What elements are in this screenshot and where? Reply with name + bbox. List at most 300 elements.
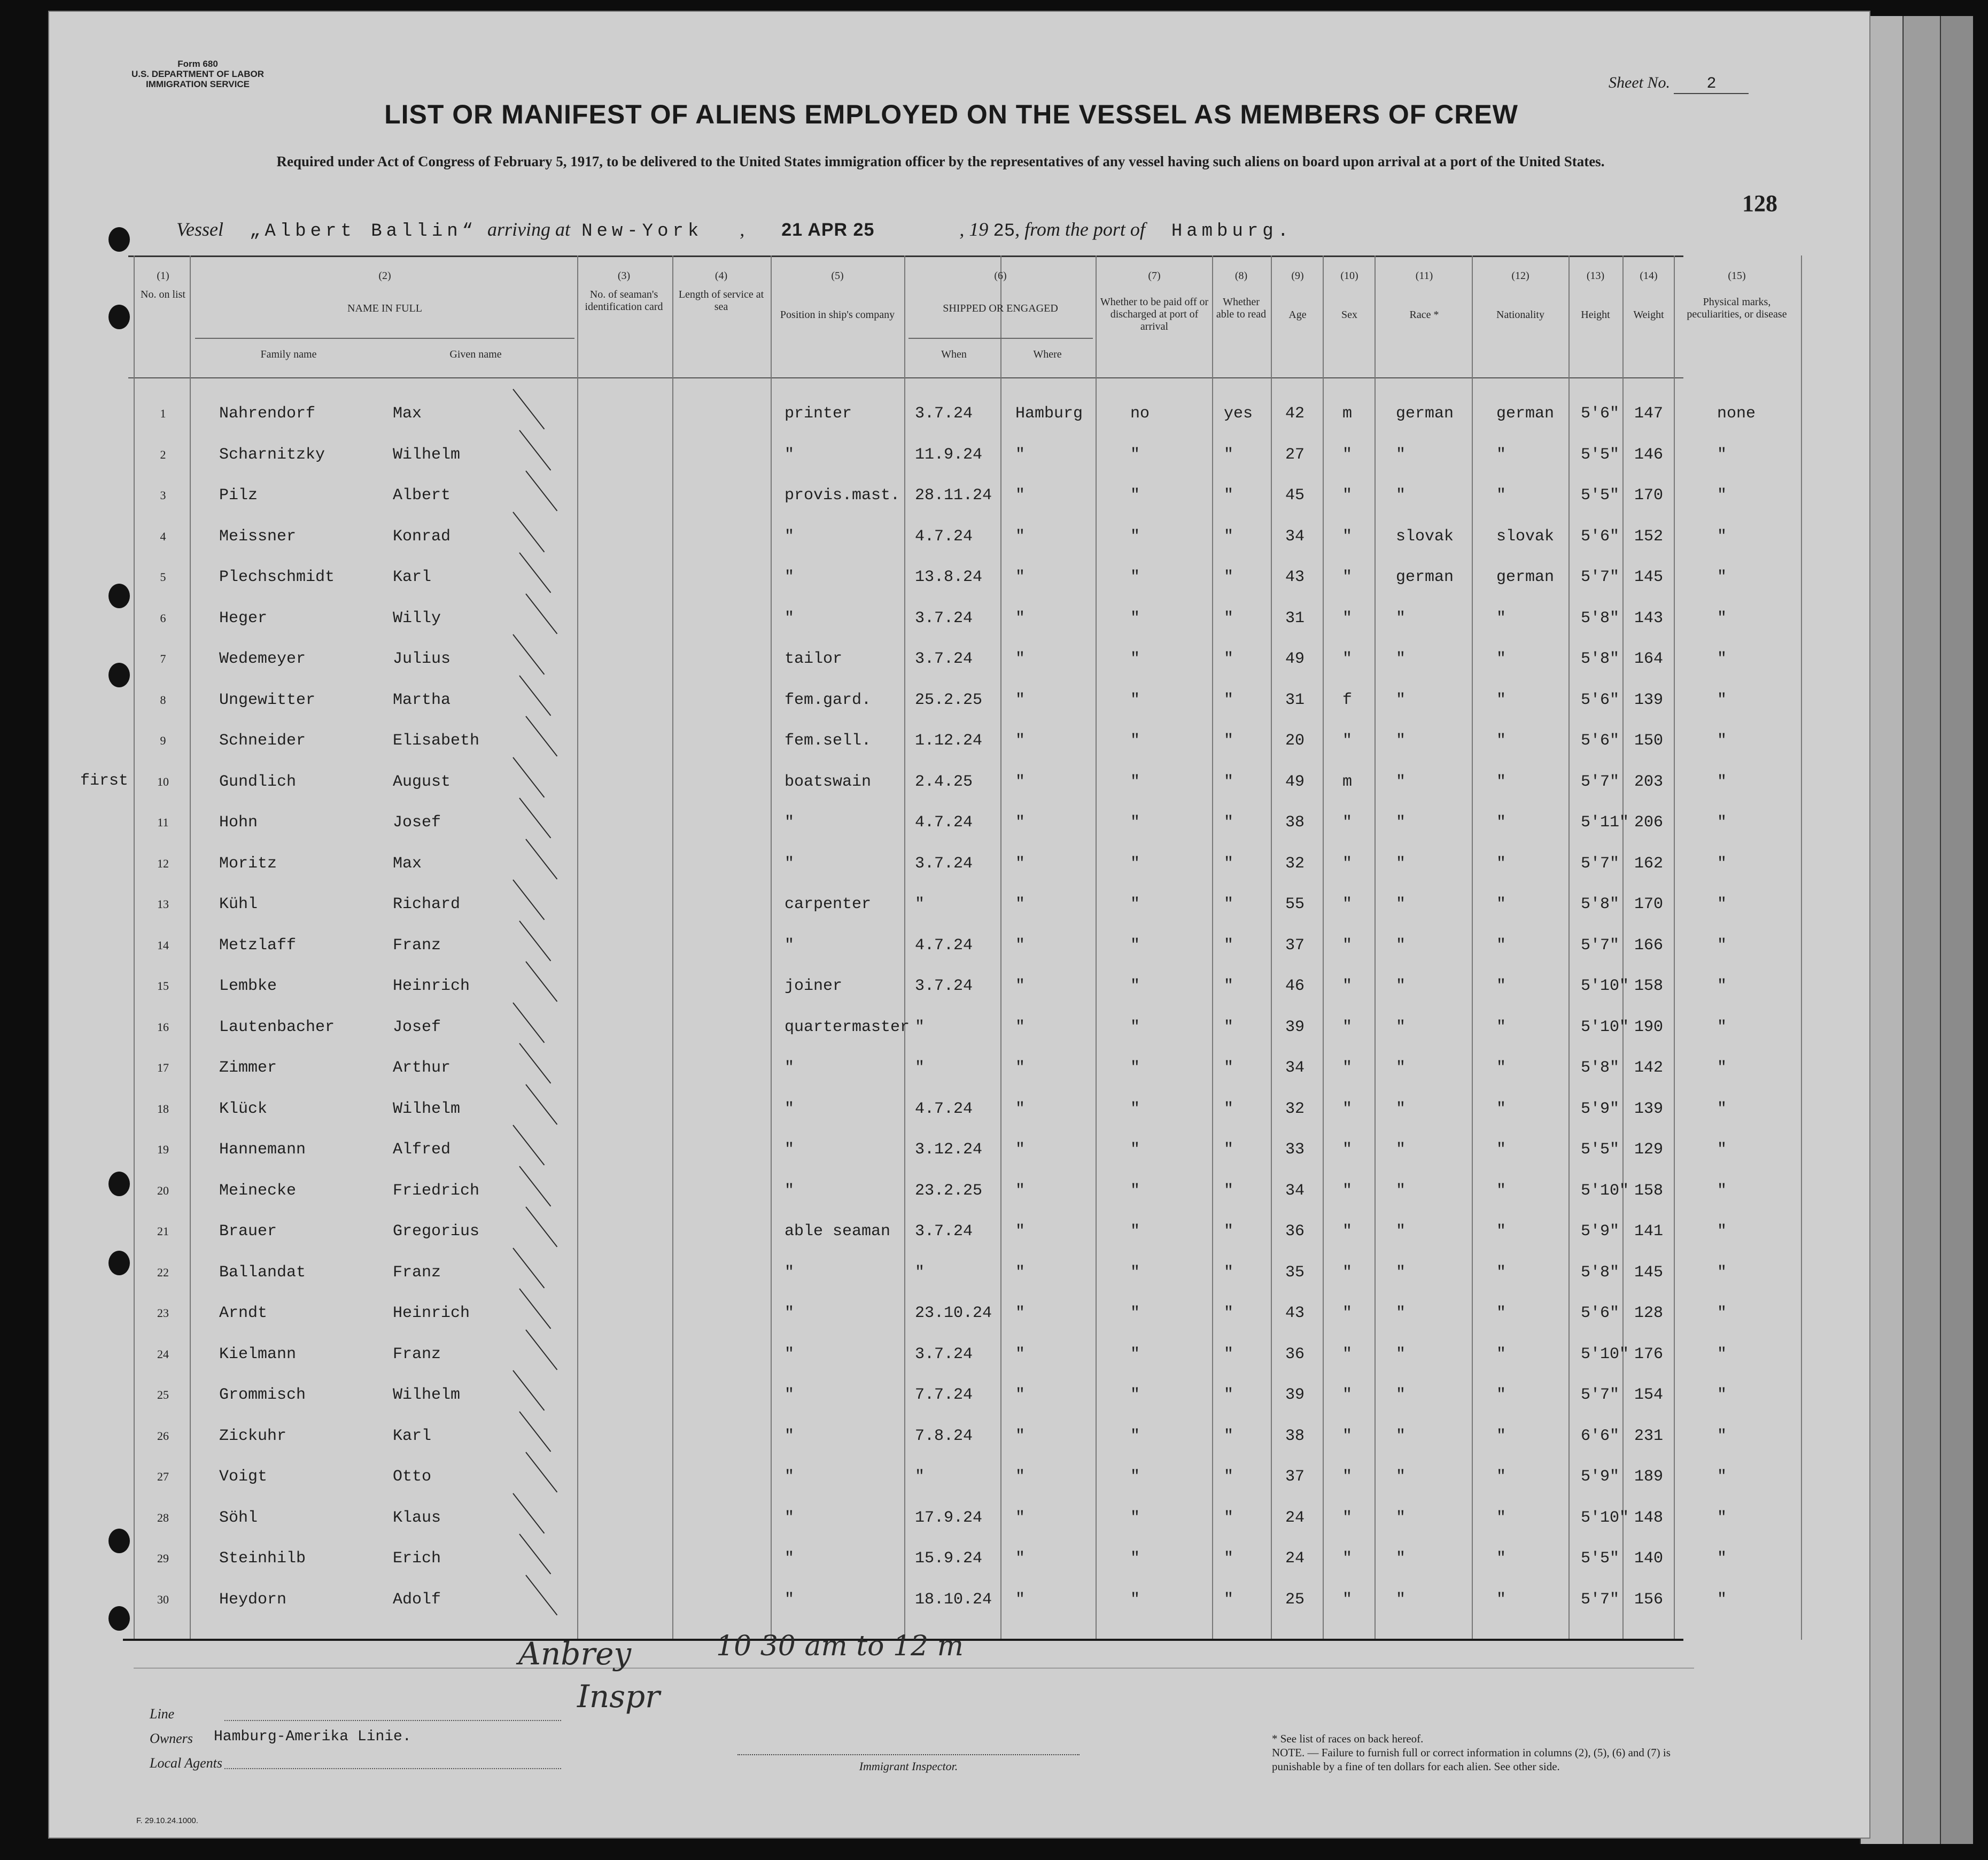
cell-race: " (1396, 772, 1406, 791)
cell-position: fem.sell. (785, 732, 872, 750)
sheet-number (1609, 74, 1749, 94)
cell-when: 3.7.24 (915, 405, 973, 423)
cell-weight: 139 (1634, 691, 1664, 709)
row-number: 2 (160, 447, 166, 461)
handwritten-title: Inspr (577, 1678, 660, 1715)
footer-note (1272, 1732, 1699, 1773)
cell-weight: 148 (1634, 1508, 1664, 1527)
cell-age: 25 (1285, 1590, 1305, 1609)
cell-position: " (785, 1099, 795, 1118)
cell-weight: 206 (1634, 813, 1664, 832)
col-race-header: (11) Race * (1409, 270, 1439, 321)
cell-marks: " (1717, 936, 1727, 955)
binder-hole (108, 1172, 130, 1196)
cell-position: " (785, 1059, 795, 1077)
cell-where: " (1015, 1345, 1026, 1363)
cell-when: 3.12.24 (915, 1141, 983, 1159)
cell-height: 5'6" (1581, 405, 1620, 423)
given-name-header: Given name (449, 348, 502, 360)
cell-sex: " (1342, 1222, 1353, 1241)
column-rule (672, 255, 673, 1640)
cell-age: 42 (1285, 405, 1305, 423)
cell-marks: " (1717, 691, 1727, 709)
cell-weight: 170 (1634, 895, 1664, 913)
cell-where: " (1015, 568, 1026, 586)
cell-race: " (1396, 650, 1406, 668)
cell-height: 5'10" (1581, 977, 1629, 995)
cell-position: printer (785, 405, 852, 423)
cell-read: " (1224, 895, 1234, 913)
cell-given: Franz (393, 1263, 441, 1282)
cell-weight: 143 (1634, 609, 1664, 627)
cell-position: tailor (785, 650, 843, 668)
cell-sex: " (1342, 1590, 1353, 1609)
cell-nationality: " (1496, 1468, 1506, 1486)
cell-nationality: german (1496, 568, 1555, 586)
footer-rule (134, 1668, 1694, 1669)
col-service-header: (4) Length of service at sea (678, 270, 764, 313)
cell-height: 5'8" (1581, 895, 1620, 913)
cell-age: 33 (1285, 1141, 1305, 1159)
cell-when: 4.7.24 (915, 813, 973, 832)
cell-when: 23.10.24 (915, 1304, 992, 1322)
cell-when: 4.7.24 (915, 527, 973, 546)
from-label: from the port of (1024, 219, 1145, 240)
col-no-header: (1) No. on list (141, 270, 185, 300)
cell-marks: " (1717, 1222, 1727, 1241)
cell-height: 5'7" (1581, 772, 1620, 791)
cell-sex: " (1342, 1099, 1353, 1118)
column-rule (1096, 255, 1097, 1640)
cell-given: Gregorius (393, 1222, 480, 1241)
cell-height: 5'5" (1581, 486, 1620, 505)
cell-age: 43 (1285, 1304, 1305, 1322)
col-name-header: (2) NAME IN FULL (347, 270, 422, 314)
cell-position: joiner (785, 977, 843, 995)
column-rule (1374, 255, 1376, 1640)
cell-sex: " (1342, 1468, 1353, 1486)
cell-race: slovak (1396, 527, 1454, 546)
table-top-rule (128, 255, 1683, 257)
row-number: 26 (157, 1429, 169, 1443)
races-note: * See list of races on back hereof. (1272, 1732, 1424, 1745)
column-rule (1674, 255, 1675, 1640)
cell-nationality: " (1496, 936, 1506, 955)
cell-when: 25.2.25 (915, 691, 983, 709)
cell-paid: " (1130, 772, 1140, 791)
cell-marks: " (1717, 1181, 1727, 1200)
cell-weight: 154 (1634, 1386, 1664, 1404)
cell-height: 5'9" (1581, 1468, 1620, 1486)
cell-sex: " (1342, 609, 1353, 627)
cell-position: " (785, 1468, 795, 1486)
column-rule (1568, 255, 1570, 1640)
cell-when: 2.4.25 (915, 772, 973, 791)
col-age-header: (9) Age (1288, 270, 1307, 321)
vessel-line: Vessel „Albert Ballin“ arriving at New-York , 21 APR 25 , 19 25, from the port of Hamburg. (176, 219, 1293, 242)
cell-height: 5'5" (1581, 445, 1620, 464)
page-number: 128 (1742, 190, 1777, 216)
row-number: 17 (157, 1061, 169, 1074)
cell-family: Kielmann (219, 1345, 297, 1363)
cell-nationality: " (1496, 1386, 1506, 1404)
cell-read: " (1224, 854, 1234, 873)
cell-read: " (1224, 1222, 1234, 1241)
row-number: 8 (160, 693, 166, 707)
cell-marks: " (1717, 486, 1727, 505)
cell-family: Hannemann (219, 1141, 306, 1159)
cell-nationality: " (1496, 1549, 1506, 1568)
column-rule (577, 255, 578, 1640)
cell-marks: " (1717, 1141, 1727, 1159)
cell-race: " (1396, 1590, 1406, 1609)
cell-when: 7.8.24 (915, 1427, 973, 1445)
cell-height: 5'9" (1581, 1099, 1620, 1118)
cell-weight: 166 (1634, 936, 1664, 955)
cell-read: " (1224, 1059, 1234, 1077)
cell-marks: " (1717, 445, 1727, 464)
cell-age: 35 (1285, 1263, 1305, 1282)
cell-height: 5'7" (1581, 1590, 1620, 1609)
when-header: When (941, 348, 967, 360)
line-field (224, 1720, 561, 1721)
cell-marks: " (1717, 1018, 1727, 1036)
cell-paid: " (1130, 1181, 1140, 1200)
cell-weight: 150 (1634, 732, 1664, 750)
cell-given: Albert (393, 486, 451, 505)
cell-paid: no (1130, 405, 1150, 423)
cell-height: 5'5" (1581, 1141, 1620, 1159)
cell-nationality: german (1496, 405, 1555, 423)
department-name: U.S. DEPARTMENT OF LABOR (131, 69, 265, 79)
cell-marks: " (1717, 1590, 1727, 1609)
cell-paid: " (1130, 854, 1140, 873)
cell-weight: 190 (1634, 1018, 1664, 1036)
cell-where: " (1015, 1468, 1026, 1486)
cell-age: 32 (1285, 1099, 1305, 1118)
shipped-subrule (908, 338, 1093, 339)
cell-paid: " (1130, 1141, 1140, 1159)
cell-position: " (785, 854, 795, 873)
cell-marks: " (1717, 1304, 1727, 1322)
cell-position: " (785, 609, 795, 627)
cell-height: 5'7" (1581, 854, 1620, 873)
cell-family: Wedemeyer (219, 650, 306, 668)
cell-nationality: " (1496, 1181, 1506, 1200)
cell-sex: m (1342, 772, 1353, 791)
cell-sex: " (1342, 1059, 1353, 1077)
cell-sex: " (1342, 568, 1353, 586)
col-sex-header: (10) Sex (1340, 270, 1358, 321)
col-id-card-header: (3) No. of seaman's identification card (585, 270, 663, 313)
cell-family: Söhl (219, 1508, 258, 1527)
cell-nationality: " (1496, 1590, 1506, 1609)
cell-position: " (785, 1549, 795, 1568)
cell-paid: " (1130, 1590, 1140, 1609)
cell-nationality: " (1496, 895, 1506, 913)
cell-family: Metzlaff (219, 936, 297, 955)
col-height-header: (13) Height (1581, 270, 1610, 321)
cell-when: " (915, 1059, 925, 1077)
port-of-departure: Hamburg. (1171, 221, 1293, 242)
column-rule (771, 255, 772, 1640)
cell-weight: 142 (1634, 1059, 1664, 1077)
cell-where: " (1015, 813, 1026, 832)
vessel-label: Vessel (176, 219, 223, 240)
cell-age: 37 (1285, 1468, 1305, 1486)
owners-label: Owners (150, 1731, 193, 1746)
cell-read: " (1224, 732, 1234, 750)
column-rule (1622, 255, 1624, 1640)
cell-paid: " (1130, 527, 1140, 546)
cell-height: 5'5" (1581, 1549, 1620, 1568)
cell-when: 3.7.24 (915, 609, 973, 627)
cell-read: " (1224, 1549, 1234, 1568)
cell-where: " (1015, 1099, 1026, 1118)
sheet-label: Sheet No. (1609, 74, 1670, 91)
cell-marks: " (1717, 895, 1727, 913)
cell-race: " (1396, 732, 1406, 750)
cell-height: 5'8" (1581, 609, 1620, 627)
cell-race: " (1396, 691, 1406, 709)
cell-race: " (1396, 854, 1406, 873)
row-number: 7 (160, 652, 166, 665)
cell-age: 45 (1285, 486, 1305, 505)
cell-when: 11.9.24 (915, 445, 983, 464)
cell-nationality: " (1496, 1099, 1506, 1118)
cell-read: " (1224, 936, 1234, 955)
column-rule (1000, 255, 1001, 1640)
cell-read: " (1224, 1508, 1234, 1527)
cell-height: 5'6" (1581, 527, 1620, 546)
owners-value: Hamburg-Amerika Linie. (214, 1729, 411, 1745)
cell-race: " (1396, 1345, 1406, 1363)
cell-nationality: " (1496, 1059, 1506, 1077)
cell-weight: 152 (1634, 527, 1664, 546)
cell-weight: 140 (1634, 1549, 1664, 1568)
cell-position: carpenter (785, 895, 872, 913)
penalty-note: NOTE. — Failure to furnish full or correct information in columns (2), (5), (6) and (7) is punishable by a fine of ten dollars for each alien. See other side. (1272, 1746, 1671, 1773)
row-number: 20 (157, 1183, 169, 1197)
col-read-header: (8) Whether able to read (1216, 270, 1267, 320)
cell-race: " (1396, 895, 1406, 913)
row-number: 25 (157, 1388, 169, 1401)
cell-age: 38 (1285, 1427, 1305, 1445)
cell-family: Zickuhr (219, 1427, 287, 1445)
cell-height: 5'10" (1581, 1018, 1629, 1036)
cell-where: " (1015, 1181, 1026, 1200)
cell-given: Adolf (393, 1590, 441, 1609)
binder-hole (108, 663, 130, 687)
col-nationality-header: (12) Nationality (1496, 270, 1544, 321)
cell-when: 23.2.25 (915, 1181, 983, 1200)
row-number: 11 (157, 816, 169, 829)
cell-age: 34 (1285, 1181, 1305, 1200)
cell-nationality: " (1496, 772, 1506, 791)
cell-age: 20 (1285, 732, 1305, 750)
cell-nationality: " (1496, 650, 1506, 668)
cell-sex: " (1342, 813, 1353, 832)
cell-given: Heinrich (393, 1304, 470, 1322)
cell-weight: 145 (1634, 1263, 1664, 1282)
cell-nationality: " (1496, 445, 1506, 464)
cell-paid: " (1130, 977, 1140, 995)
cell-where: " (1015, 1508, 1026, 1527)
cell-weight: 146 (1634, 445, 1664, 464)
cell-nationality: " (1496, 691, 1506, 709)
arriving-label: arriving at (487, 219, 571, 240)
column-rule (1271, 255, 1272, 1640)
cell-sex: " (1342, 1508, 1353, 1527)
cell-family: Lembke (219, 977, 277, 995)
cell-position: " (785, 527, 795, 546)
local-agents-label: Local Agents (150, 1755, 223, 1771)
page-title: LIST OR MANIFEST OF ALIENS EMPLOYED ON THE VESSEL AS MEMBERS OF CREW (384, 99, 1518, 129)
cell-where: " (1015, 609, 1026, 627)
cell-sex: " (1342, 1018, 1353, 1036)
row-number: 18 (157, 1102, 169, 1115)
cell-sex: " (1342, 650, 1353, 668)
cell-race: " (1396, 445, 1406, 464)
cell-nationality: " (1496, 1141, 1506, 1159)
cell-sex: " (1342, 1345, 1353, 1363)
cell-where: " (1015, 895, 1026, 913)
cell-nationality: " (1496, 1263, 1506, 1282)
header-bottom-rule (128, 377, 1683, 378)
cell-weight: 139 (1634, 1099, 1664, 1118)
cell-race: german (1396, 405, 1454, 423)
cell-family: Hohn (219, 813, 258, 832)
cell-where: " (1015, 1222, 1026, 1241)
cell-family: Steinhilb (219, 1549, 306, 1568)
cell-sex: " (1342, 527, 1353, 546)
cell-race: " (1396, 1263, 1406, 1282)
cell-position: boatswain (785, 772, 872, 791)
row-number: 4 (160, 529, 166, 543)
cell-weight: 231 (1634, 1427, 1664, 1445)
cell-paid: " (1130, 1508, 1140, 1527)
cell-sex: " (1342, 1141, 1353, 1159)
cell-when: 13.8.24 (915, 568, 983, 586)
cell-position: " (785, 568, 795, 586)
page-edge (1940, 16, 1973, 1844)
cell-paid: " (1130, 895, 1140, 913)
cell-marks: " (1717, 1549, 1727, 1568)
cell-when: 3.7.24 (915, 650, 973, 668)
column-rule (1472, 255, 1473, 1640)
cell-weight: 128 (1634, 1304, 1664, 1322)
cell-paid: " (1130, 486, 1140, 505)
cell-given: Josef (393, 813, 441, 832)
cell-sex: " (1342, 1304, 1353, 1322)
cell-marks: " (1717, 1263, 1727, 1282)
cell-where: " (1015, 1549, 1026, 1568)
sheet-value: 2 (1674, 75, 1749, 94)
cell-race: " (1396, 1427, 1406, 1445)
cell-where: " (1015, 650, 1026, 668)
cell-marks: " (1717, 568, 1727, 586)
cell-weight: 176 (1634, 1345, 1664, 1363)
cell-position: " (785, 445, 795, 464)
cell-sex: " (1342, 977, 1353, 995)
cell-nationality: " (1496, 1345, 1506, 1363)
cell-where: " (1015, 691, 1026, 709)
cell-paid: " (1130, 1427, 1140, 1445)
cell-where: " (1015, 486, 1026, 505)
cell-given: Martha (393, 691, 451, 709)
cell-age: 38 (1285, 813, 1305, 832)
cell-read: " (1224, 568, 1234, 586)
cell-position: " (785, 1304, 795, 1322)
cell-position: " (785, 1141, 795, 1159)
cell-paid: " (1130, 1345, 1140, 1363)
cell-when: " (915, 1468, 925, 1486)
cell-where: " (1015, 772, 1026, 791)
row-number: 15 (157, 979, 169, 993)
cell-race: " (1396, 936, 1406, 955)
local-agents-field (224, 1768, 561, 1769)
cell-weight: 170 (1634, 486, 1664, 505)
cell-height: 5'7" (1581, 1386, 1620, 1404)
form-identifier (96, 59, 299, 89)
immigrant-inspector-caption: Immigrant Inspector. (737, 1754, 1080, 1773)
cell-read: " (1224, 813, 1234, 832)
row-number: 16 (157, 1020, 169, 1034)
cell-where: " (1015, 1059, 1026, 1077)
cell-sex: " (1342, 445, 1353, 464)
cell-age: 34 (1285, 527, 1305, 546)
cell-family: Moritz (219, 854, 277, 873)
cell-when: " (915, 1018, 925, 1036)
cell-read: " (1224, 691, 1234, 709)
cell-nationality: " (1496, 732, 1506, 750)
cell-weight: 145 (1634, 568, 1664, 586)
cell-nationality: " (1496, 854, 1506, 873)
handwritten-signature: Anbrey (518, 1636, 632, 1672)
cell-given: Julius (393, 650, 451, 668)
cell-where: " (1015, 1427, 1026, 1445)
cell-marks: " (1717, 772, 1727, 791)
cell-when: 3.7.24 (915, 1345, 973, 1363)
cell-paid: " (1130, 1549, 1140, 1568)
cell-read: " (1224, 1468, 1234, 1486)
cell-weight: 156 (1634, 1590, 1664, 1609)
cell-nationality: " (1496, 977, 1506, 995)
cell-sex: " (1342, 1427, 1353, 1445)
column-rule (1323, 255, 1324, 1640)
cell-race: " (1396, 1508, 1406, 1527)
row-number: 29 (157, 1552, 169, 1565)
cell-weight: 158 (1634, 977, 1664, 995)
column-rule (134, 255, 135, 1640)
cell-read: " (1224, 609, 1234, 627)
cell-given: Karl (393, 1427, 432, 1445)
cell-age: 55 (1285, 895, 1305, 913)
row-number: 3 (160, 489, 166, 502)
row-number: 12 (157, 856, 169, 870)
where-header: Where (1033, 348, 1062, 360)
cell-paid: " (1130, 691, 1140, 709)
cell-when: 4.7.24 (915, 936, 973, 955)
cell-family: Scharnitzky (219, 445, 325, 464)
cell-position: " (785, 1508, 795, 1527)
cell-given: Alfred (393, 1141, 451, 1159)
cell-height: 5'8" (1581, 1263, 1620, 1282)
cell-family: Heydorn (219, 1590, 287, 1609)
cell-family: Meissner (219, 527, 297, 546)
name-subrule (195, 338, 574, 339)
cell-family: Klück (219, 1099, 268, 1118)
